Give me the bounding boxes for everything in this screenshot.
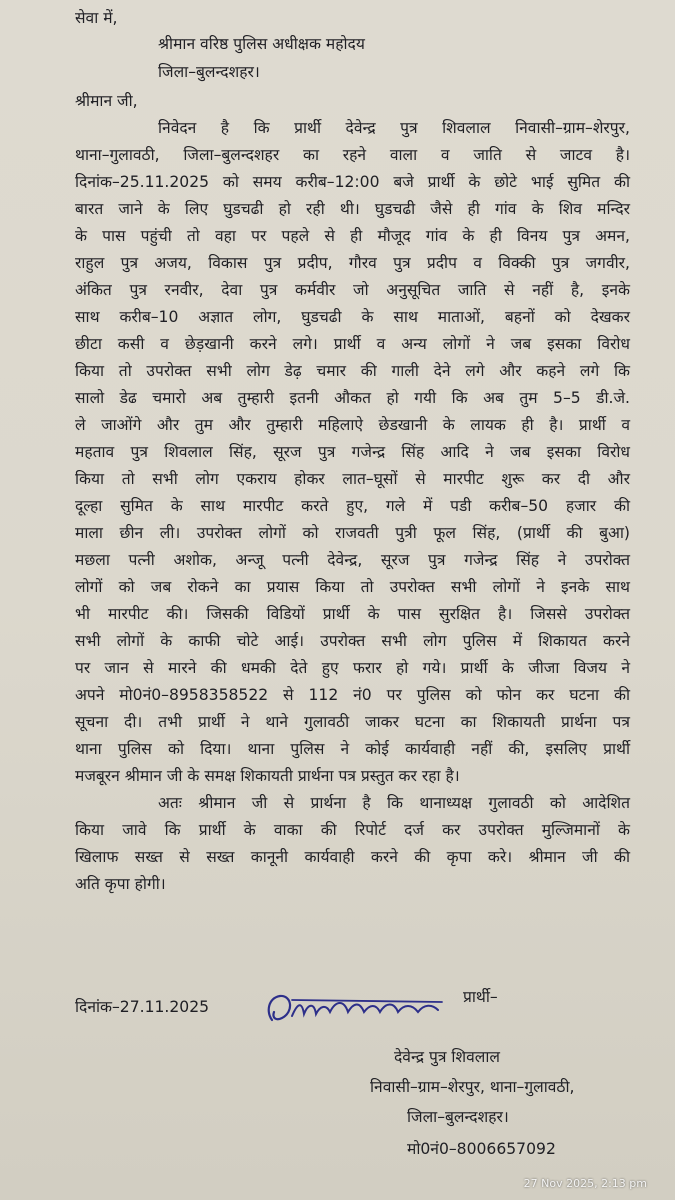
salutation: श्रीमान जी, — [75, 92, 138, 110]
body-line: मजबूरन श्रीमान जी के समक्ष शिकायती प्रार्थना पत्र प्रस्तुत कर रहा है। — [75, 767, 460, 785]
recipient-title: श्रीमान वरिष्ठ पुलिस अधीक्षक महोदय — [158, 35, 365, 53]
sender-district: जिला–बुलन्दशहर। — [407, 1108, 509, 1126]
body-line: सालो डेढ चमारो अब तुम्हारी इतनी औकत हो गयी कि अब तुम 5–5 डी.जे. — [75, 389, 630, 407]
body-line: किया तो सभी लोग एकराय होकर लात–घूसों से मारपीट शुरू कर दी और — [75, 470, 630, 488]
body-line: किया तो उपरोक्त सभी लोग डेढ़ चमार की गाली देने लगे और कहने लगे कि — [75, 362, 630, 380]
camera-timestamp: 27 Nov 2025, 2:13 pm — [523, 1177, 647, 1190]
recipient-district: जिला–बुलन्दशहर। — [158, 63, 260, 81]
request-line: किया जावे कि प्रार्थी के वाका की रिपोर्ट दर्ज कर उपरोक्त मुल्जिमानों के — [75, 821, 630, 839]
body-line: दिनांक–25.11.2025 को समय करीब–12:00 बजे प्रार्थी के छोटे भाई सुमित की — [75, 173, 630, 191]
body-line: के पास पहुंची तो वहा पर पहले से ही मौजूद गांव के ही विनय पुत्र अमन, — [75, 227, 630, 245]
body-line: ले जाओंगे और तुम और तुम्हारी महिलाऐ छेडखानी के लायक ही है। प्रार्थी व — [75, 416, 630, 434]
sender-address: निवासी–ग्राम–शेरपुर, थाना–गुलावठी, — [370, 1078, 575, 1096]
body-line: सूचना दी। तभी प्रार्थी ने थाने गुलावठी जाकर घटना का शिकायती प्रार्थना पत्र — [75, 713, 630, 731]
body-line: थाना–गुलावठी, जिला–बुलन्दशहर का रहने वाला व जाति से जाटव है। — [75, 146, 630, 164]
body-line: अपने मो0नं0–8958358522 से 112 नं0 पर पुलिस को फोन कर घटना की — [75, 686, 630, 704]
body-line: भी मारपीट की। जिसकी विडियों प्रार्थी के पास सुरक्षित है। जिससे उपरोक्त — [75, 605, 630, 623]
applicant-label: प्रार्थी– — [463, 988, 498, 1006]
body-line: दूल्हा सुमित के साथ मारपीट करते हुए, गले में पडी करीब–50 हजार की — [75, 497, 630, 515]
body-line: अंकित पुत्र रनवीर, देवा पुत्र कर्मवीर जो अनुसूचित जाति से नहीं है, इनके — [75, 281, 630, 299]
body-line: पर जान से मारने की धमकी देते हुए फरार हो गये। प्रार्थी के जीजा विजय ने — [75, 659, 630, 677]
letter-date: दिनांक–27.11.2025 — [75, 998, 210, 1016]
body-line: निवेदन है कि प्रार्थी देवेन्द्र पुत्र शिवलाल निवासी–ग्राम–शेरपुर, — [158, 119, 630, 137]
body-line: मछला पत्नी अशोक, अन्जू पत्नी देवेन्द्र, सूरज पुत्र गजेन्द्र सिंह ने उपरोक्त — [75, 551, 630, 569]
request-line: अतः श्रीमान जी से प्रार्थना है कि थानाध्यक्ष गुलावठी को आदेशित — [158, 794, 630, 812]
body-line: बारत जाने के लिए घुडचढी हो रही थी। घुडचढी जैसे ही गांव के शिव मन्दिर — [75, 200, 630, 218]
sender-name: देवेन्द्र पुत्र शिवलाल — [394, 1048, 500, 1066]
body-line: माला छीन ली। उपरोक्त लोगों को राजवती पुत्री फूल सिंह, (प्रार्थी की बुआ) — [75, 524, 630, 542]
body-line: महताव पुत्र शिवलाल सिंह, सूरज पुत्र गजेन्द्र सिंह आदि ने जब इसका विरोध — [75, 443, 630, 461]
to-label: सेवा में, — [75, 9, 118, 27]
body-line: सभी लोगों के काफी चोटे आई। उपरोक्त सभी लोग पुलिस में शिकायत करने — [75, 632, 630, 650]
body-line: छीटा कसी व छेड़खानी करने लगे। प्रार्थी व अन्य लोगों ने जब इसका विरोध — [75, 335, 630, 353]
request-line: अति कृपा होगी। — [75, 875, 166, 893]
body-line: साथ करीब–10 अज्ञात लोग, घुडचढी के साथ माताओं, बहनों को देखकर — [75, 308, 630, 326]
body-line: राहुल पुत्र अजय, विकास पुत्र प्रदीप, गौरव पुत्र प्रदीप व विक्की पुत्र जगवीर, — [75, 254, 630, 272]
request-line: खिलाफ सख्त से सख्त कानूनी कार्यवाही करने की कृपा करे। श्रीमान जी की — [75, 848, 630, 866]
sender-mobile: मो0नं0–8006657092 — [407, 1140, 556, 1158]
body-line: लोगों को जब रोकने का प्रयास किया तो उपरोक्त सभी लोगों ने इनके साथ — [75, 578, 630, 596]
body-line: थाना पुलिस को दिया। थाना पुलिस ने कोई कार्यवाही नहीं की, इसलिए प्रार्थी — [75, 740, 630, 758]
signature — [262, 990, 462, 1026]
